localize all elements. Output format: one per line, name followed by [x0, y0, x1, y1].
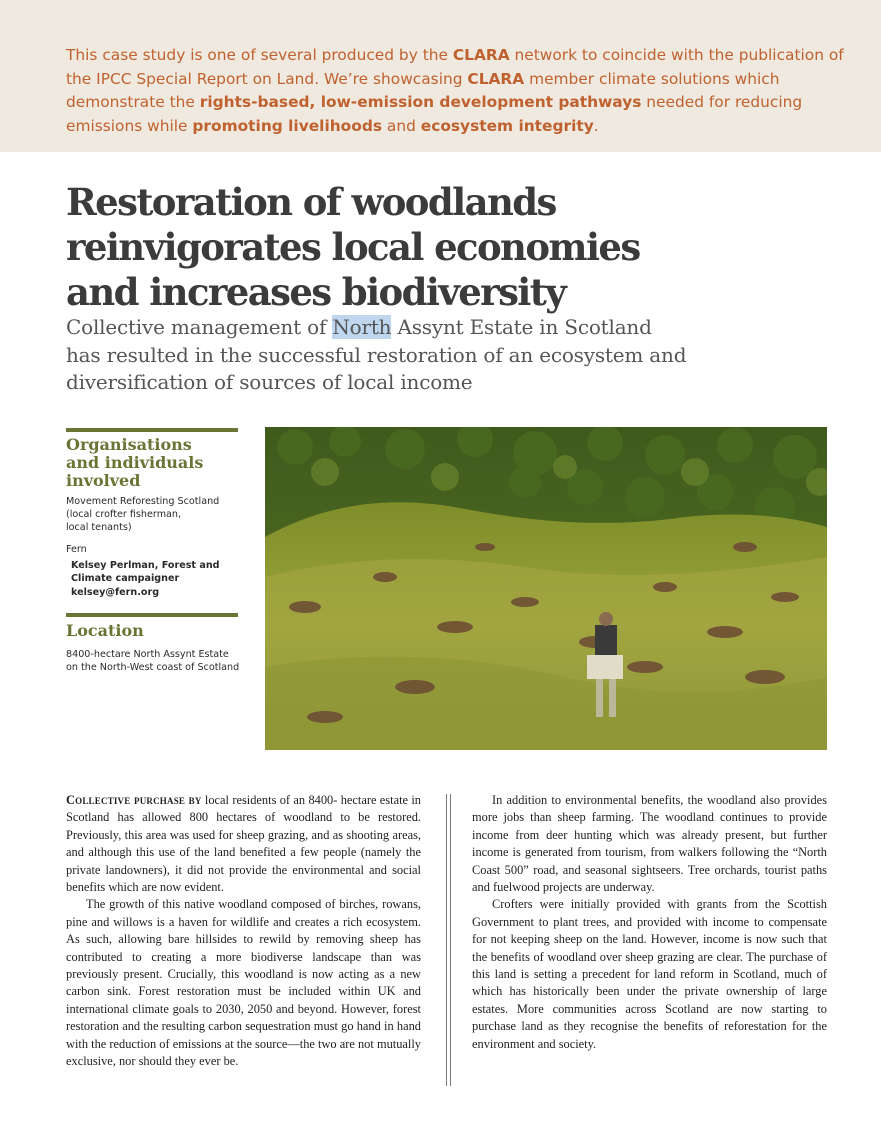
divider [66, 428, 238, 432]
title-line: reinvigorates local economies [66, 225, 640, 269]
title-line: and increases biodiversity [66, 270, 566, 314]
banner-emphasis: promoting livelihoods [192, 116, 383, 135]
orgs-heading: Organisations and individuals involved [66, 435, 204, 490]
subtitle-line: has resulted in the successful restoration of an ecosystem and [66, 342, 687, 367]
location-heading: Location [66, 621, 144, 640]
title-line: Restoration of woodlands [66, 180, 556, 224]
body-left-column [66, 792, 421, 1071]
body-right-column [472, 792, 827, 1053]
banner-text-segment: . [593, 116, 599, 135]
banner-text-segment: needed for reducing emissions while [66, 93, 803, 135]
banner-text-segment: network to coincide with the publication of the IPCC Special Report on Land. We’re showcasing [66, 46, 844, 88]
org2: Fern Kelsey Perlman, Forest and Climate campaigner kelsey@fern.org [66, 543, 246, 599]
banner-emphasis: CLARA [467, 69, 525, 88]
column-divider [446, 794, 447, 1086]
banner-emphasis: CLARA [452, 46, 510, 64]
lead-in: Collective purchase by [66, 793, 202, 807]
location-text: 8400-hectare North Assynt Estate on the North-West coast of Scotland [66, 649, 240, 673]
org1: Movement Reforesting Scotland (local crofter fisherman, local tenants) [66, 496, 220, 533]
banner-emphasis: rights-based, low-emission development pathways [199, 93, 642, 112]
contact-email[interactable]: kelsey@fern.org [71, 587, 160, 598]
intro-banner [0, 0, 881, 152]
column-divider [450, 794, 451, 1086]
paragraph: The growth of this native woodland composed of birches, rowans, pine and willows is a haven for wildlife and creates a rich ecosystem. As such, allowing bare hillsides to rewild by removing sheep has contributed to creating a more biodiverse landscape than was previously present. Crucially, this woodland is now acting as a new carbon sink. Forest restoration must be included within UK and international climate goals to 2030, 2050 and beyond. However, forest restoration and the resulting carbon sequestration must go hand in hand with the reduction of emissions at the source—the two are not mutually exclusive, nor should they ever be. [66, 897, 421, 1069]
landscape-photo [265, 427, 827, 750]
subtitle-line: Collective management of North Assynt Estate in Scotland [66, 315, 652, 339]
banner-emphasis: ecosystem integrity [420, 116, 594, 135]
highlighted-word[interactable]: North [332, 315, 392, 339]
banner-text-segment: member climate solutions which demonstrate the [66, 69, 780, 112]
paragraph: Crofters were initially provided with grants from the Scottish Government to plant trees, and provided with income to compensate for not keeping sheep on the land. However, income is now such that the benefits of woodland over sheep grazing are clear. The purchase of this land is setting a precedent for land reform in Scotland, much of which has historically been under the private ownership of large estates. More communities across Scotland are now starting to purchase land as they recognise the benefits of reforestation for the environment and society. [472, 897, 827, 1051]
subtitle [66, 314, 846, 397]
intro-text [66, 44, 856, 138]
banner-text-segment: and [382, 116, 421, 135]
divider [66, 613, 238, 617]
paragraph: Collective purchase by local residents of an 8400- hectare estate in Scotland has allowed 800 hectares of woodland to be restored. Previously, this area was used for sheep grazing, and as shooting areas, and although this use of the land benefited a few people (namely the private landowners), it did not provide the environmental and social benefits which are now evident. [66, 793, 422, 895]
paragraph: In addition to environmental benefits, the woodland also provides more jobs than sheep farming. The woodland continues to provide income from deer hunting which was already present, but further income is generated from tourism, from walkers following the “North Coast 500” road, and seasonal sightseers. Tree orchards, tourist paths and fuelwood projects are underway. [472, 793, 827, 895]
page-title [66, 180, 846, 315]
subtitle-line: diversification of sources of local income [66, 370, 473, 394]
banner-text-segment: This case study is one of several produced by the [66, 46, 453, 64]
